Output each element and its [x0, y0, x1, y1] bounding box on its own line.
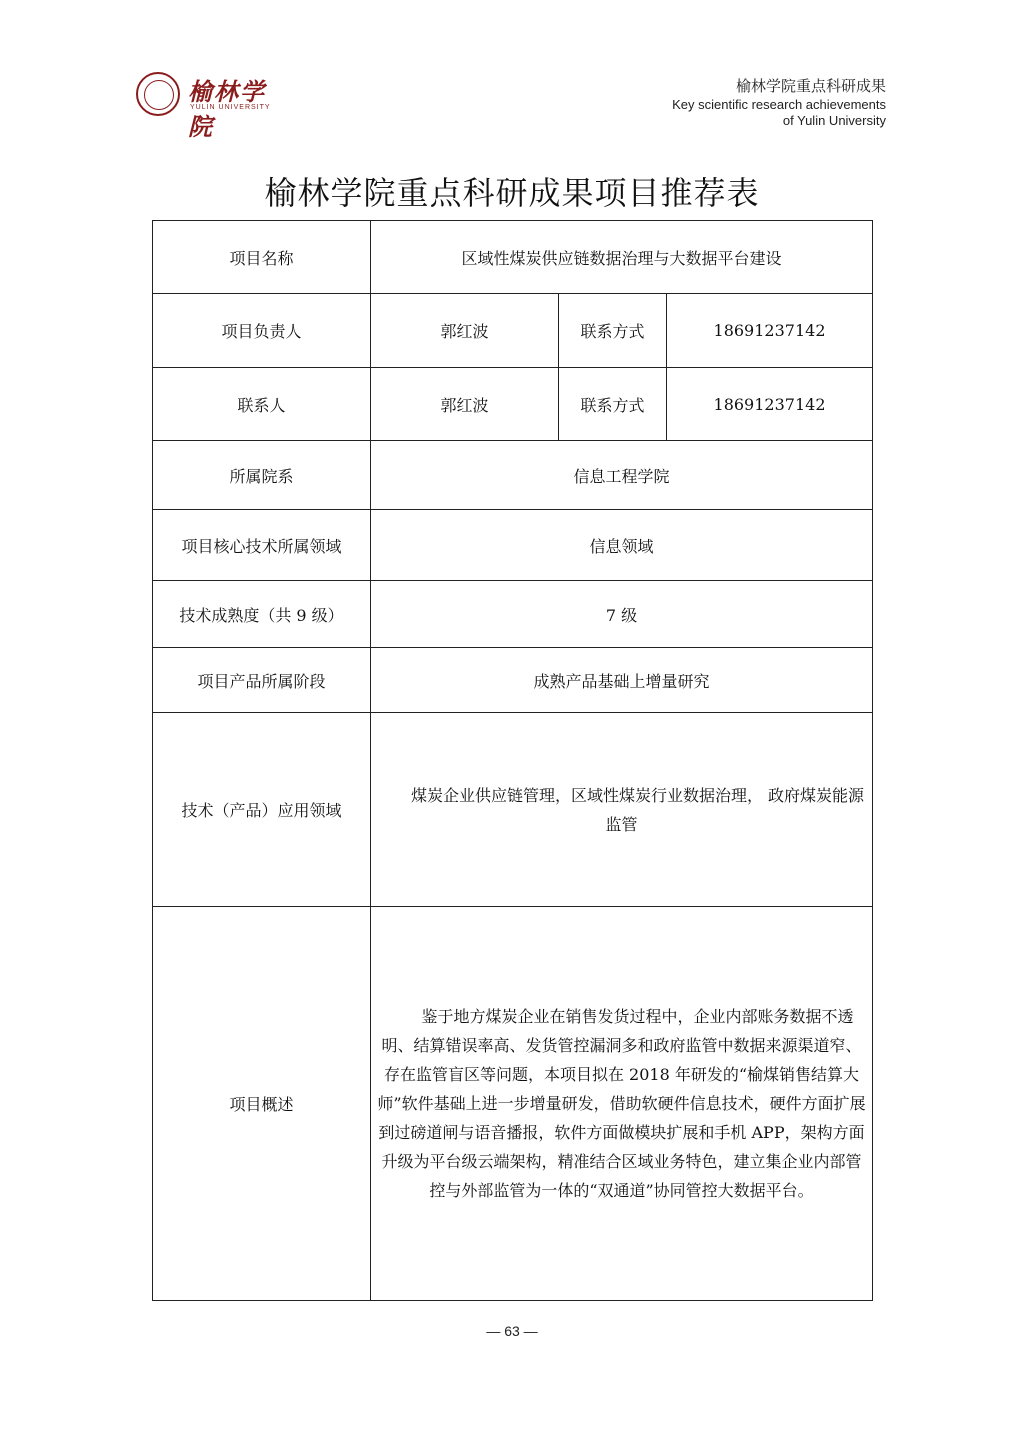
value-product-stage: 成熟产品基础上增量研究 [371, 648, 873, 713]
row-project-name [153, 221, 873, 294]
row-department [153, 441, 873, 510]
value-application-field: 煤炭企业供应链管理，区域性煤炭行业数据治理， 政府煤炭能源监管 [371, 713, 873, 907]
running-header-en-line2: of Yulin University [782, 113, 886, 128]
university-seal-icon [136, 72, 180, 116]
label-maturity: 技术成熟度（共 9 级） [153, 581, 371, 648]
value-project-leader: 郭红波 [371, 294, 559, 368]
label-project-overview: 项目概述 [153, 907, 371, 1301]
value-project-overview: 鉴于地方煤炭企业在销售发货过程中，企业内部账务数据不透明、结算错误率高、发货管控漏洞多和政府监管中数据来源渠道窄、存在监管盲区等问题，本项目拟在 2018 年研发的“榆煤销售结算大师”软件基础上进一步增量研发，借助软硬件信息技术，硬件方面扩展到过磅道闸与语音播报，软件方面做模块扩展和手机 APP，架构方面升级为平台级云端架构，精准结合区域业务特色，建立集企业内部管控与外部监管为一体的“双通道”协同管控大数据平台。 [371, 907, 873, 1301]
university-logo [136, 72, 286, 141]
label-contact-person: 联系人 [153, 368, 371, 441]
value-department: 信息工程学院 [371, 441, 873, 510]
label-leader-contact: 联系方式 [559, 294, 667, 368]
value-maturity: 7 级 [371, 581, 873, 648]
value-tech-field: 信息领域 [371, 510, 873, 581]
value-project-name: 区域性煤炭供应链数据治理与大数据平台建设 [371, 221, 873, 294]
label-project-name: 项目名称 [153, 221, 371, 294]
running-header [672, 77, 886, 129]
row-product-stage [153, 648, 873, 713]
running-header-cn: 榆林学院重点科研成果 [735, 78, 886, 95]
page-number: — 63 — [486, 1323, 538, 1339]
row-application-field [153, 713, 873, 907]
label-contact-method: 联系方式 [559, 368, 667, 441]
value-leader-contact: 18691237142 [667, 294, 873, 368]
value-contact-method: 18691237142 [667, 368, 873, 441]
label-department: 所属院系 [153, 441, 371, 510]
row-maturity [153, 581, 873, 648]
label-product-stage: 项目产品所属阶段 [153, 648, 371, 713]
label-application-field: 技术（产品）应用领域 [153, 713, 371, 907]
row-project-leader [153, 294, 873, 368]
running-header-en-line1: Key scientific research achievements [672, 97, 886, 112]
document-title: 榆林学院重点科研成果项目推荐表 [264, 174, 760, 212]
row-contact-person [153, 368, 873, 441]
label-project-leader: 项目负责人 [153, 294, 371, 368]
logo-name: 榆林学院 [188, 77, 266, 141]
row-tech-field [153, 510, 873, 581]
logo-english-name: YULIN UNIVERSITY [190, 104, 271, 111]
row-project-overview [153, 907, 873, 1301]
recommendation-form-table [152, 220, 873, 1301]
value-contact-person: 郭红波 [371, 368, 559, 441]
label-tech-field: 项目核心技术所属领域 [153, 510, 371, 581]
